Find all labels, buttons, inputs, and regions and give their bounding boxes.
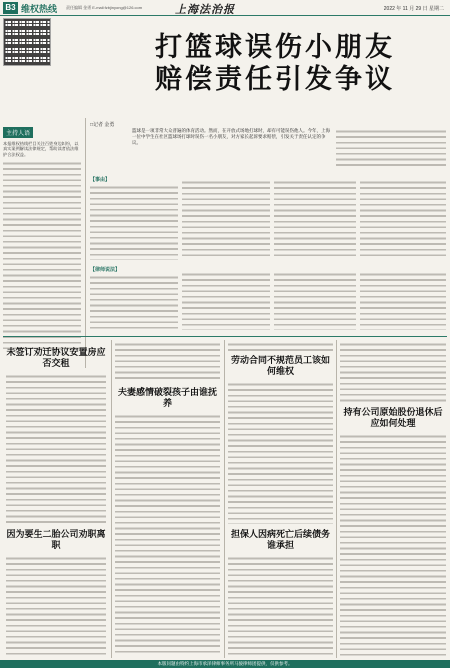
- case-col-4: [360, 180, 446, 260]
- case-col-1: [90, 185, 178, 260]
- subhead-5: 因为要生二胎公司劝职离职: [6, 530, 106, 551]
- subhead-2: 夫妻感情破裂孩子由谁抚养: [117, 388, 217, 409]
- divider: [336, 340, 337, 658]
- subhead-6: 担保人因病死亡后续债务谁承担: [230, 530, 330, 551]
- subhead-1: 未签订劝迁协议安置房应否交租: [6, 348, 106, 369]
- page-number: B3: [3, 2, 18, 14]
- issue-date: 2022 年 11 月 29 日 星期二: [383, 6, 444, 12]
- masthead: 上海法治报: [175, 3, 235, 16]
- host-text: 本报维权热线栏目关注百姓身边纠纷，以真实案例解读法律规定，帮助读者依法维护合法权益。: [3, 141, 79, 157]
- byline: □记者 金勇: [90, 122, 115, 128]
- section-rule: [3, 336, 447, 337]
- page-footer: 本版问题由特约上海市承泽律师事务所马骏律师团提供，仅供参考。: [0, 660, 450, 668]
- opinion-col-2: [182, 272, 270, 330]
- divider: [224, 340, 225, 658]
- story-6-body: [228, 556, 333, 656]
- headline: 打篮球误伤小朋友赔偿责任引发争议: [155, 32, 395, 95]
- opinion-col-1: [90, 275, 178, 330]
- story-col-4-top: [340, 342, 446, 404]
- story-2-body: [115, 414, 220, 656]
- divider: [111, 340, 112, 658]
- editor-info: 责任编辑 金勇 E-mail:fzbjinyong@126.com: [66, 5, 143, 10]
- story-col-2-top: [115, 342, 220, 382]
- qr-code-icon: [3, 18, 51, 66]
- subhead-3: 劳动合同不规范员工该如何维权: [230, 356, 330, 377]
- case-col-3: [274, 180, 356, 260]
- section-title: 维权热线: [21, 4, 58, 14]
- host-column: [3, 120, 81, 370]
- case-col-2: [182, 180, 270, 260]
- story-1-body: [6, 374, 106, 524]
- story-5-body: [6, 556, 106, 656]
- host-tag: 主持人语: [3, 127, 33, 138]
- lead-continued: [336, 129, 446, 169]
- host-body: [3, 161, 81, 351]
- story-3-body: [228, 382, 333, 524]
- case-label: 【事由】: [90, 177, 111, 183]
- opinion-col-4: [360, 272, 446, 330]
- page-header: [0, 0, 450, 16]
- divider: [85, 118, 86, 368]
- opinion-col-3: [274, 272, 356, 330]
- subhead-4: 持有公司原始股份退休后应如何处理: [343, 408, 443, 429]
- lead-paragraph: 篮球是一项非常大众普遍的体育活动。然而，在开放式场地打球时，却有可能误伤他人。今年，上海一位中学生在社区篮球场打球时误伤一名小朋友，对方家长起诉要求赔偿，引发关于责任认定的争议。: [132, 129, 330, 147]
- story-col-3-top: [228, 342, 333, 352]
- story-4-body: [340, 434, 446, 656]
- opinion-label: 【律师说法】: [90, 267, 121, 273]
